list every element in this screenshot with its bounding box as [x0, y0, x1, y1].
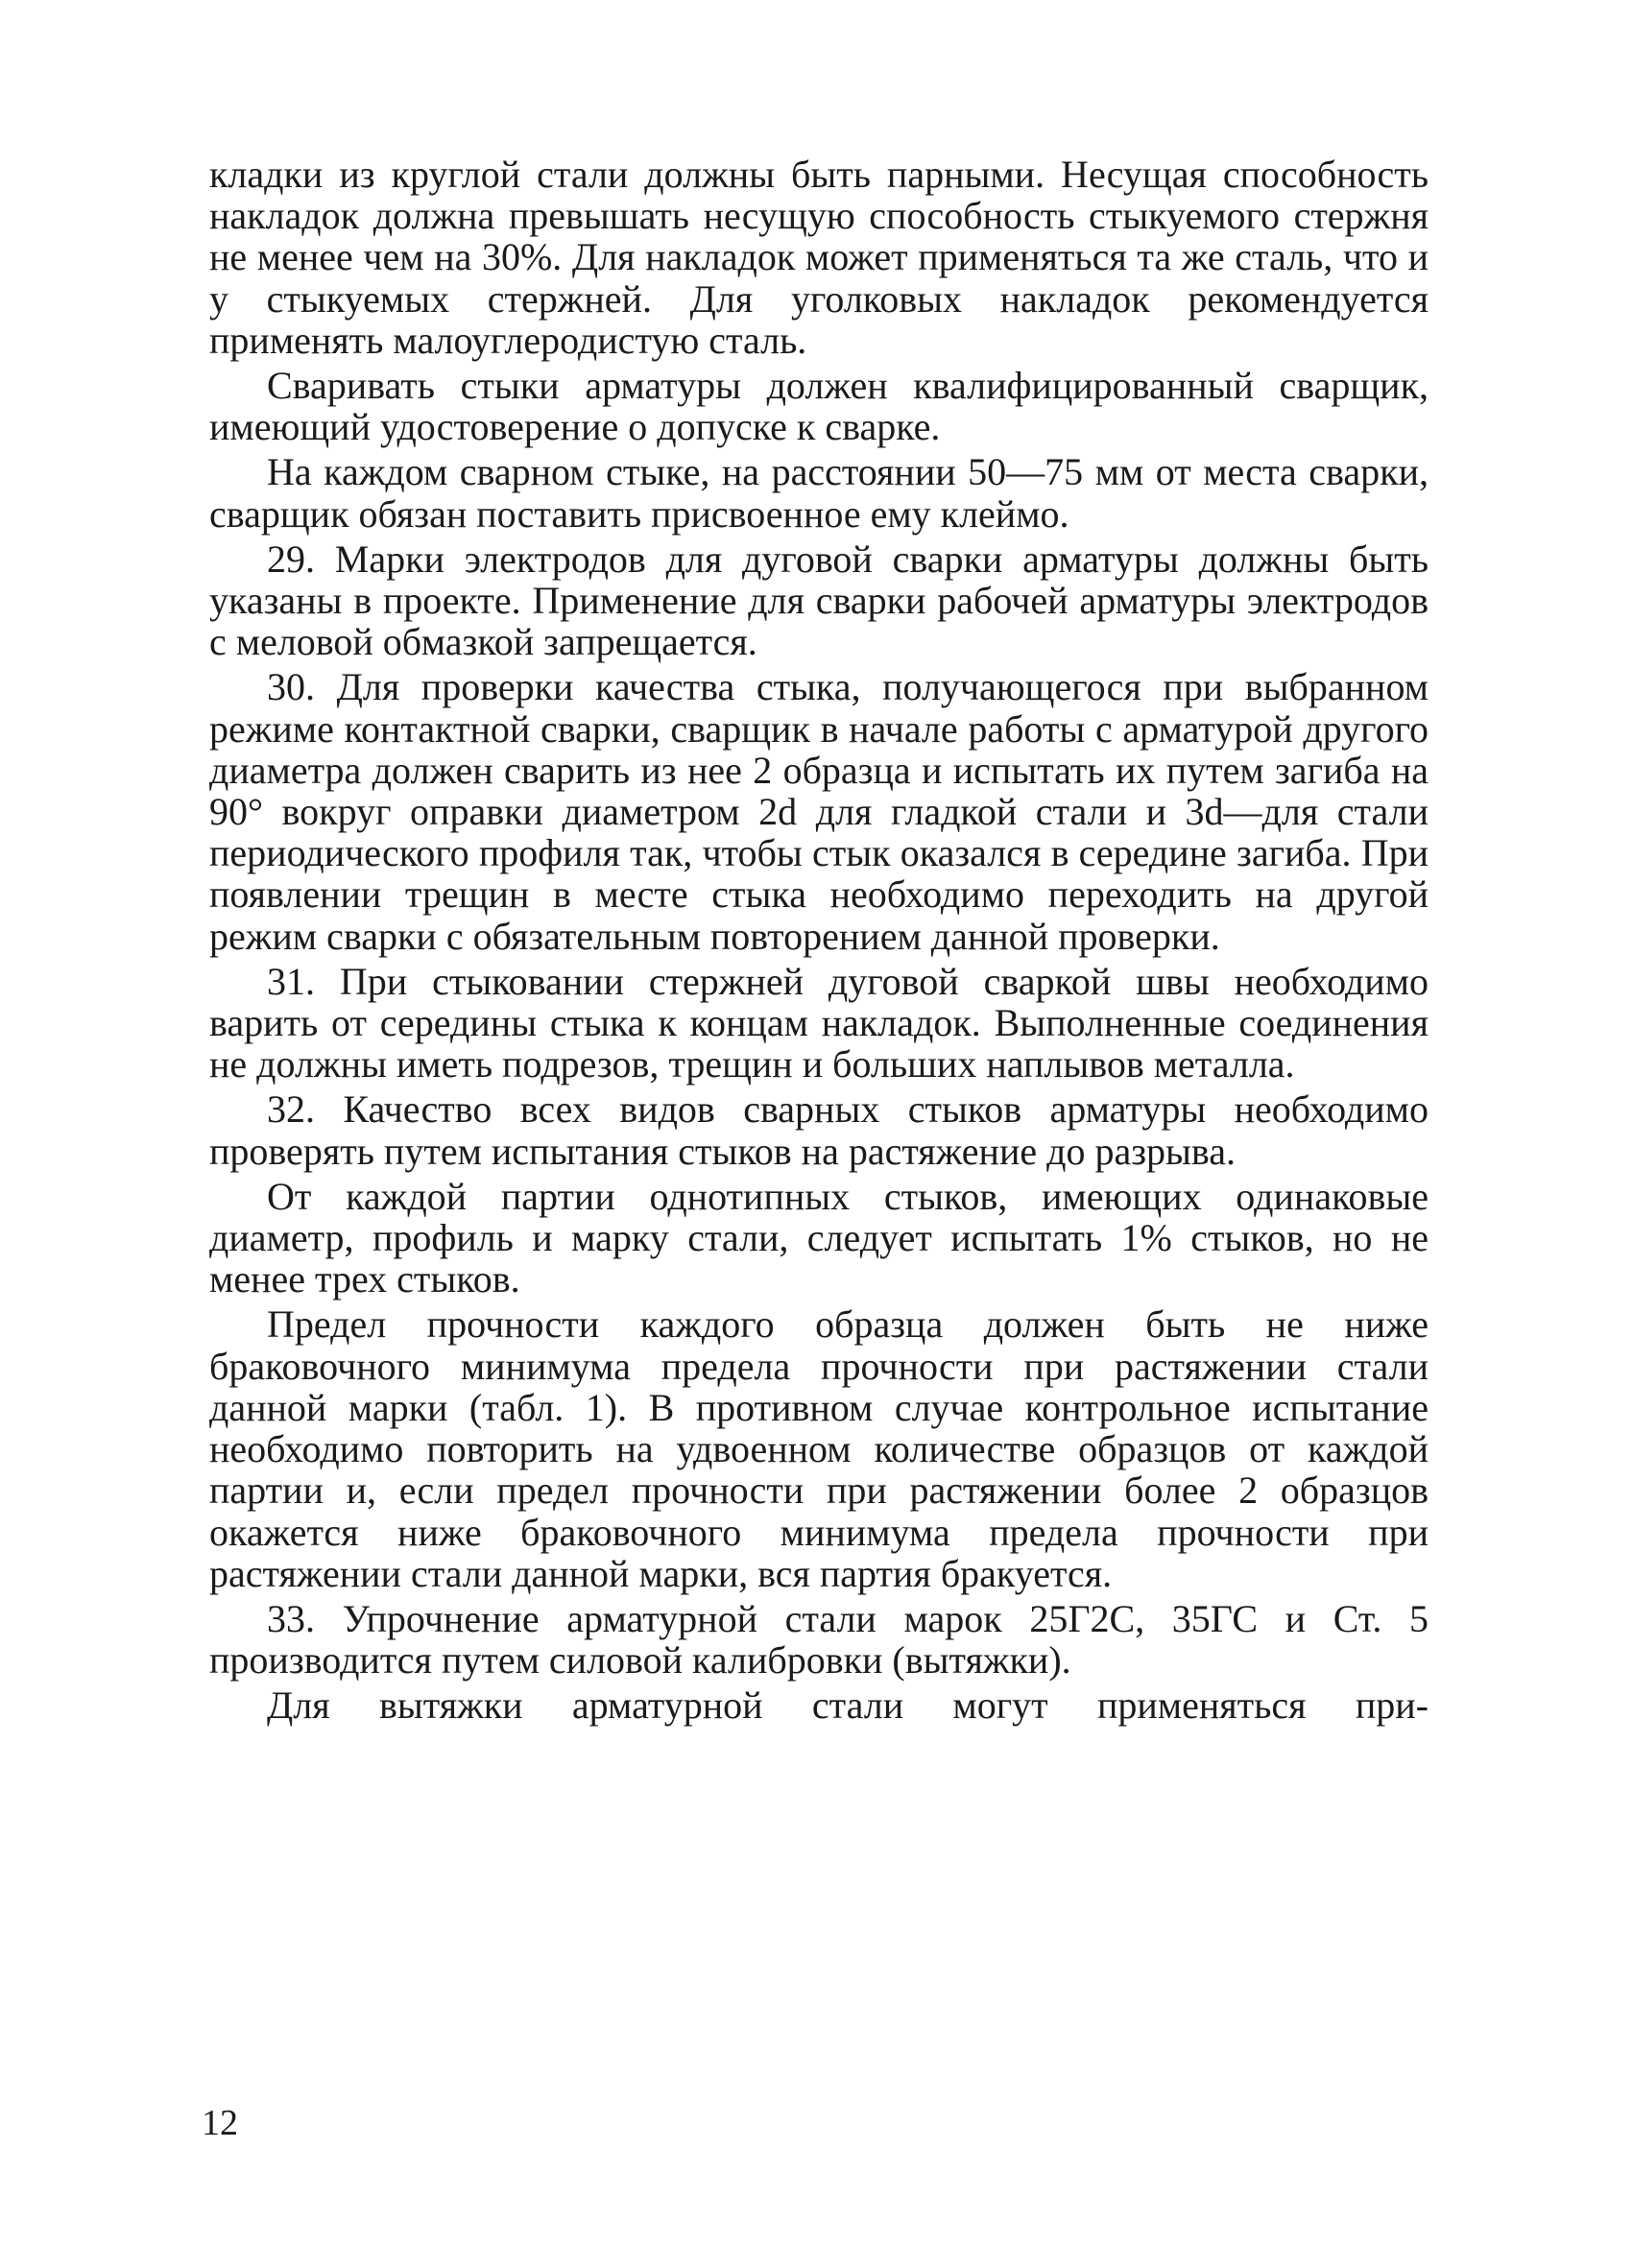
paragraph-10: 33. Упрочнение арматурной стали марок 25Г2С, 35ГС и Ст. 5 производится путем силовой калибровки (вытяжки).: [209, 1596, 1429, 1683]
paragraph-7: 32. Качество всех видов сварных стыков арматуры необходимо проверять путем испытания стыков на растяжение до разрыва.: [209, 1087, 1429, 1173]
paragraph-9: Предел прочности каждого образца должен быть не ниже браковочного минимума предела прочности при растяжении стали данной марки (табл. 1). В противном случае контрольное испытание необходимо повторить на удвоенном количестве образцов от каждой партии и, если предел прочности при растяжении более 2 образцов окажется ниже браковочного минимума предела прочности при растяжении стали данной марки, вся партия бракуется.: [209, 1302, 1429, 1595]
paragraph-3: На каждом сварном стыке, на расстоянии 50—75 мм от места сварки, сварщик обязан поставить присвоенное ему клеймо.: [209, 450, 1429, 536]
paragraph-8: От каждой партии однотипных стыков, имеющих одинаковые диаметр, профиль и марку стали, следует испытать 1% стыков, но не менее трех стыков.: [209, 1174, 1429, 1301]
paragraph-11: Для вытяжки арматурной стали могут применяться при-: [267, 1683, 1429, 1728]
page-body: [209, 154, 1429, 1731]
page-number: 12: [202, 2103, 238, 2143]
paragraph-6: 31. При стыковании стержней дуговой сваркой швы необходимо варить от середины стыка к концам накладок. Выполненные соединения не должны иметь подрезов, трещин и больших наплывов металла.: [209, 959, 1429, 1086]
paragraph-1: кладки из круглой стали должны быть парными. Несущая способность накладок должна превышать несущую способность стыкуемого стержня не менее чем на 30%. Для накладок может применяться та же сталь, что и у стыкуемых стержней. Для уголковых накладок рекомендуется применять малоуглеродистую сталь.: [209, 153, 1429, 362]
paragraph-5: 30. Для проверки качества стыка, получающегося при выбранном режиме контактной сварки, сварщик в начале работы с арматурой другого диаметра должен сварить из нее 2 образца и испытать их путем загиба на 90° вокруг оправки диаметром 2d для гладкой стали и 3d—для стали периодического профиля так, чтобы стык оказался в середине загиба. При появлении трещин в месте стыка необходимо переходить на другой режим сварки с обязательным повторением данной проверки.: [209, 665, 1429, 958]
paragraph-4: 29. Марки электродов для дуговой сварки арматуры должны быть указаны в проекте. Применение для сварки рабочей арматуры электродов с меловой обмазкой запрещается.: [209, 537, 1429, 664]
paragraph-2: Сваривать стыки арматуры должен квалифицированный сварщик, имеющий удостоверение о допуске к сварке.: [209, 364, 1429, 449]
